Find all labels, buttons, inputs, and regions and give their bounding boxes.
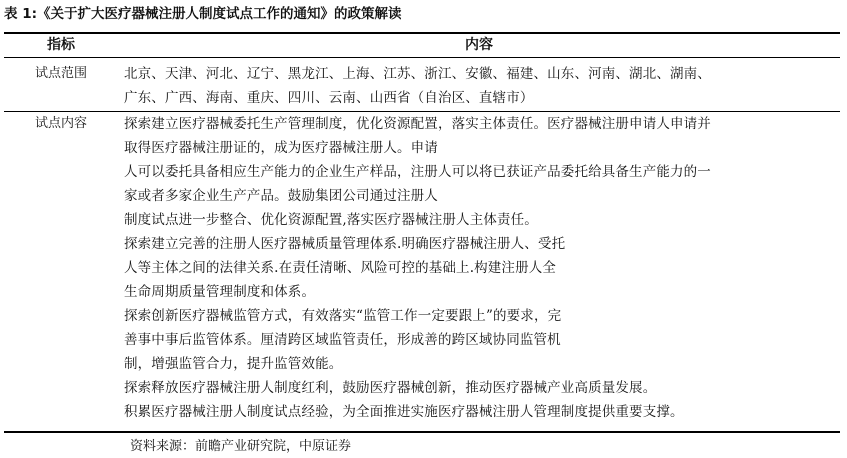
- content-line-1: 探索建立医疗器械委托生产管理制度，优化资源配置，落实主体责任。医疗器械注册申请人申请并: [124, 116, 711, 132]
- content-line-8: 生命周期质量管理制度和体系。: [124, 284, 316, 300]
- header-indicator: 指标: [47, 37, 75, 53]
- content-line-3: 人可以委托具备相应生产能力的企业生产样品，注册人可以将已获证产品委托给具备生产能力的一: [124, 164, 711, 180]
- content-line-11: 制，增强监管合力，提升监管效能。: [124, 356, 343, 372]
- header-content: 内容: [465, 37, 493, 53]
- scope-line-2: 广东、广西、海南、重庆、四川、云南、山西省（自治区、直辖市）: [124, 90, 534, 106]
- source-note: 资料来源：前瞻产业研究院，中原证券: [130, 439, 352, 454]
- content-line-13: 积累医疗器械注册人制度试点经验，为全面推进实施医疗器械注册人管理制度提供重要支撑。: [124, 404, 684, 420]
- row-label-content: 试点内容: [34, 116, 87, 131]
- content-line-2: 取得医疗器械注册证的，成为医疗器械注册人。申请: [124, 140, 438, 156]
- content-line-12: 探索释放医疗器械注册人制度红利，鼓励医疗器械创新，推动医疗器械产业高质量发展。: [124, 380, 657, 396]
- content-line-6: 探索建立完善的注册人医疗器械质量管理体系.明确医疗器械注册人、受托: [124, 236, 566, 252]
- content-line-4: 家或者多家企业生产产品。鼓励集团公司通过注册人: [124, 188, 438, 204]
- table-bottom-rule: [4, 431, 840, 433]
- scope-line-1: 北京、天津、河北、辽宁、黑龙江、上海、江苏、浙江、安徽、福建、山东、河南、湖北、湖南、: [124, 66, 711, 82]
- content-line-10: 善事中事后监管体系。厘清跨区域监管责任，形成善的跨区域协同监管机: [124, 332, 561, 348]
- row-label-scope: 试点范围: [34, 66, 87, 81]
- table-caption: 表 1:《关于扩大医疗器械注册人制度试点工作的通知》的政策解读: [4, 6, 402, 22]
- content-line-5: 制度试点进一步整合、优化资源配置,落实医疗器械注册人主体责任。: [124, 212, 538, 228]
- content-line-7: 人等主体之间的法律关系.在责任清晰、风险可控的基础上.构建注册人全: [124, 260, 557, 276]
- header-rule: [4, 57, 840, 58]
- content-line-9: 探索创新医疗器械监管方式，有效落实“监管工作一定要跟上”的要求，完: [124, 308, 562, 324]
